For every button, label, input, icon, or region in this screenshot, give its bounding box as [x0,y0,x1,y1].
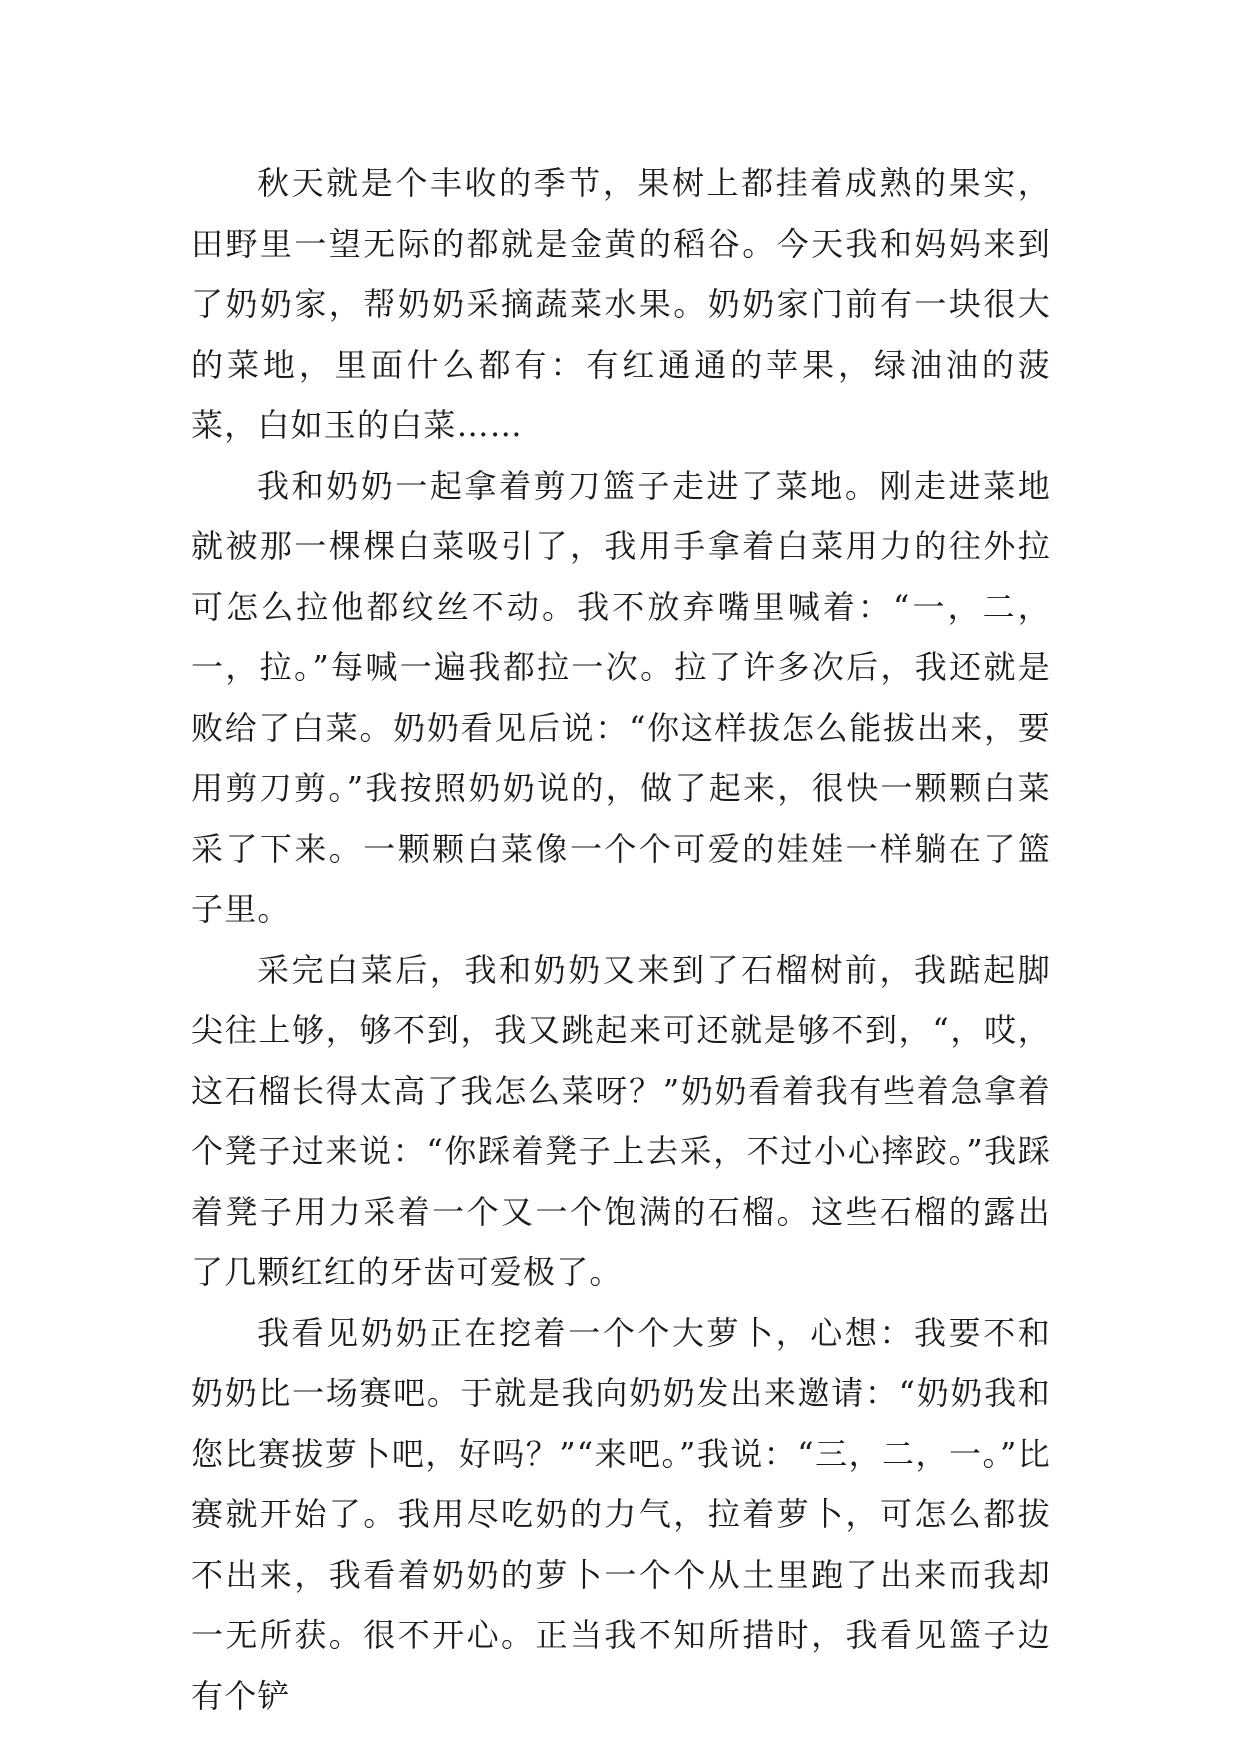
paragraph-2: 我和奶奶一起拿着剪刀篮子走进了菜地。刚走进菜地就被那一棵棵白菜吸引了，我用手拿着白菜用力的往外拉可怎么拉他都纹丝不动。我不放弃嘴里喊着：“一，二，一，拉。”每喊一遍我都拉一次。拉了许多次后，我还就是败给了白菜。奶奶看见后说：“你这样拔怎么能拔出来，要用剪刀剪。”我按照奶奶说的，做了起来，很快一颗颗白菜采了下来。一颗颗白菜像一个个可爱的娃娃一样躺在了篮子里。 [191,466,1051,928]
essay-body [191,153,1051,1726]
paragraph-4: 我看见奶奶正在挖着一个个大萝卜，心想：我要不和奶奶比一场赛吧。于就是我向奶奶发出来邀请：“奶奶我和您比赛拔萝卜吧，好吗？”“来吧。”我说：“三，二，一。”比赛就开始了。我用尽吃奶的力气，拉着萝卜，可怎么都拔不出来，我看着奶奶的萝卜一个个从土里跑了出来而我却一无所获。很不开心。正当我不知所措时，我看见篮子边有个铲 [191,1313,1051,1715]
paragraph-1: 秋天就是个丰收的季节，果树上都挂着成熟的果实，田野里一望无际的都就是金黄的稻谷。今天我和妈妈来到了奶奶家，帮奶奶采摘蔬菜水果。奶奶家门前有一块很大的菜地，里面什么都有：有红通通的苹果，绿油油的菠菜，白如玉的白菜…… [191,164,1051,444]
paragraph-3: 采完白菜后，我和奶奶又来到了石榴树前，我踮起脚尖往上够，够不到，我又跳起来可还就是够不到，“，哎，这石榴长得太高了我怎么菜呀？”奶奶看着我有些着急拿着个凳子过来说：“你踩着凳子上去采，不过小心摔跤。”我踩着凳子用力采着一个又一个饱满的石榴。这些石榴的露出了几颗红红的牙齿可爱极了。 [191,950,1051,1291]
